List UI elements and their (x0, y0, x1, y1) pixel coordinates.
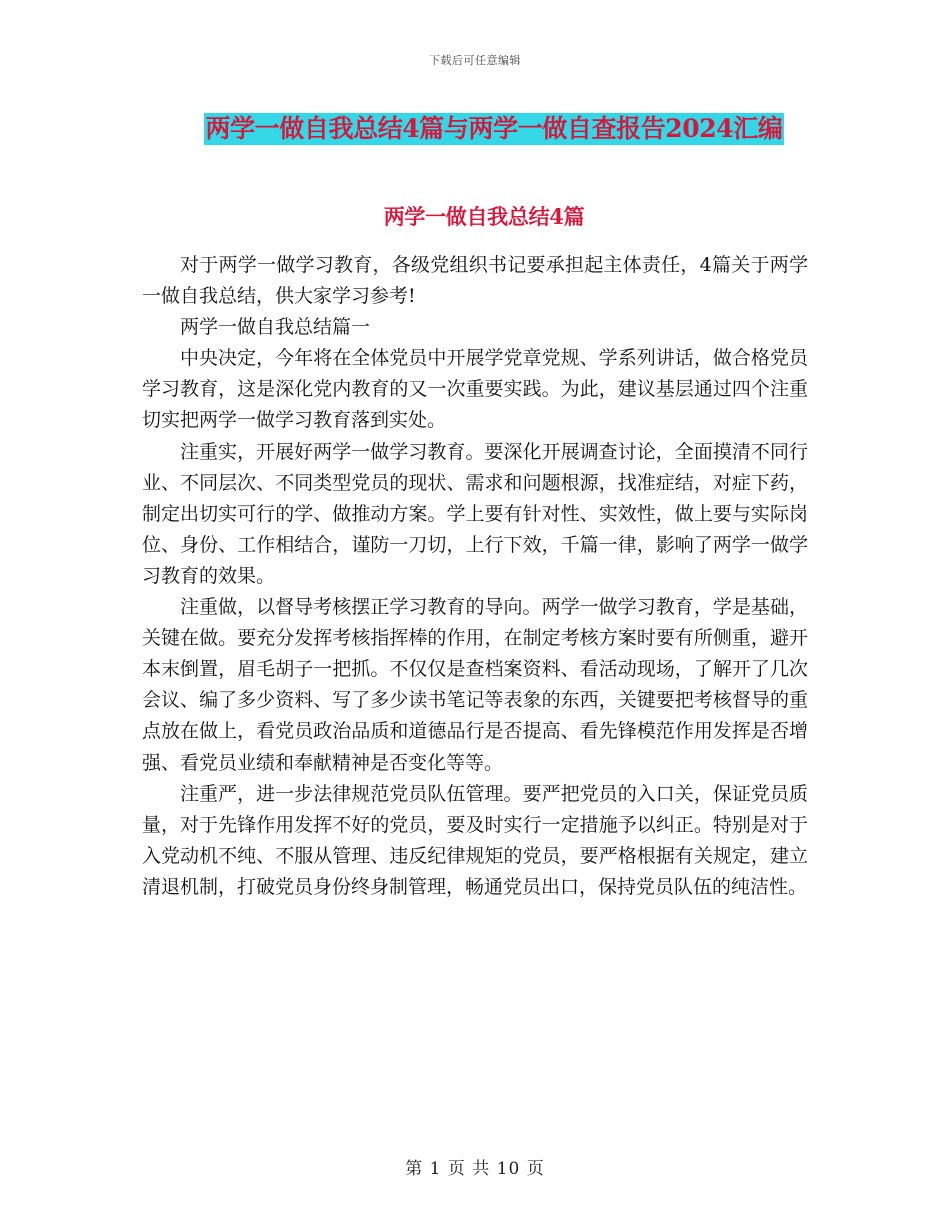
body-paragraph: 中央决定，今年将在全体党员中开展学党章党规、学系列讲话，做合格党员学习教育，这是深化党内教育的又一次重要实践。为此，建议基层通过四个注重切实把两学一做学习教育落到实处。 (142, 347, 808, 432)
header-note: 下载后可任意编辑 (429, 54, 521, 67)
document-title: 两学一做自我总结4篇与两学一做自查报告2024汇编 (205, 114, 783, 143)
document-title-container (0, 113, 950, 145)
body-paragraph: 注重做，以督导考核摆正学习教育的导向。两学一做学习教育，学是基础，关键在做。要充分发挥考核指挥棒的作用，在制定考核方案时要有所侧重，避开本末倒置，眉毛胡子一把抓。不仅仅是查档案资料、看活动现场，了解开了几次会议、编了多少资料、写了多少读书笔记等表象的东西，关键要把考核督导的重点放在做上，看党员政治品质和道德品行是否提高、看先锋模范作用发挥是否增强、看党员业绩和奉献精神是否变化等等。 (142, 596, 808, 774)
body-paragraph: 注重实，开展好两学一做学习教育。要深化开展调查讨论，全面摸清不同行业、不同层次、不同类型党员的现状、需求和问题根源，找准症结，对症下药，制定出切实可行的学、做推动方案。学上要有针对性、实效性，做上要与实际岗位、身份、工作相结合，谨防一刀切，上行下效，千篇一律，影响了两学一做学习教育的效果。 (142, 440, 808, 587)
section-title: 两学一做自我总结4篇 (383, 204, 585, 229)
subheading-part-one: 两学一做自我总结篇一 (180, 316, 371, 339)
intro-paragraph: 对于两学一做学习教育，各级党组织书记要承担起主体责任，4篇关于两学一做自我总结，供大家学习参考! (142, 254, 808, 308)
body-paragraph: 注重严，进一步法律规范党员队伍管理。要严把党员的入口关，保证党员质量，对于先锋作用发挥不好的党员，要及时实行一定措施予以纠正。特别是对于入党动机不纯、不服从管理、违反纪律规矩的党员，要严格根据有关规定，建立清退机制，打破党员身份终身制管理，畅通党员出口，保持党员队伍的纯洁性。 (142, 782, 808, 898)
page-indicator: 第 1 页 共 10 页 (405, 1159, 545, 1179)
document-body (142, 250, 808, 903)
